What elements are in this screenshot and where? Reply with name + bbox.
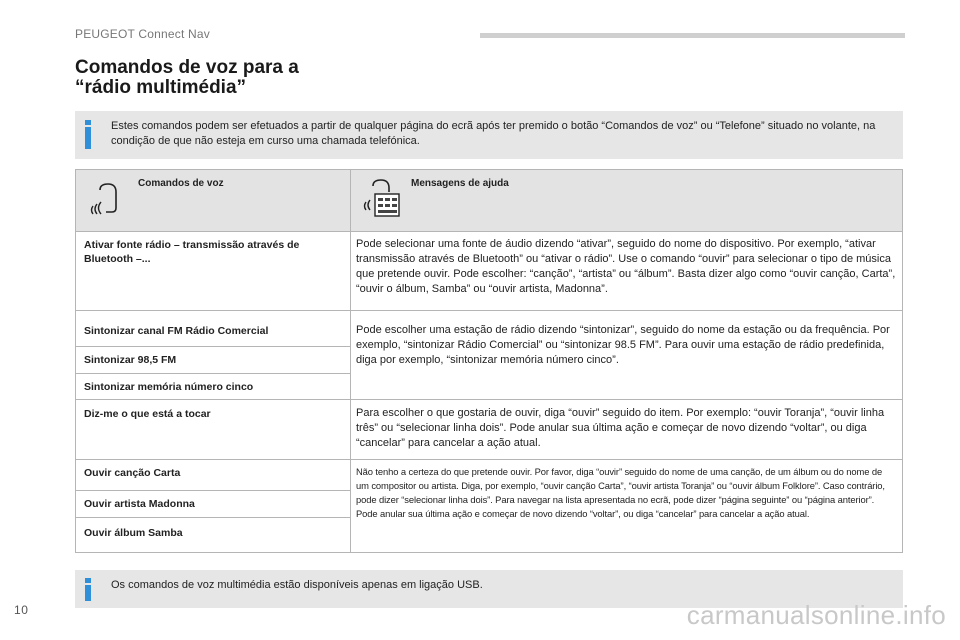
page-title [75,58,299,98]
command-cell: Ativar fonte rádio – transmissão através de Bluetooth –... [84,239,300,265]
help-cell: Pode selecionar uma fonte de áudio dizendo “ativar”, seguido do nome do dispositivo. Por exemplo, “ativar transmissão através de Bluetooth” ou “ativar o rádio”. Use o comando “ouvir” para selecionar o tipo de música que pretende ouvir. Pode escolher: “canção”, “artista” ou “álbum”. Basta dizer algo como “ouvir canção, Carta”, “ouvir o álbum, Samba” ou “ouvir artista, Madonna”. [356,238,896,295]
row-divider [76,517,350,518]
watermark: carmanualsonline.info [686,600,946,630]
header-col-commands [76,170,350,231]
page-title-line-2: “rádio multimédia” [75,77,247,98]
intro-text: Estes comandos podem ser efetuados a partir de qualquer página do ecrã após ter premido o botão “Comandos de voz” ou “Telefone” situado no volante, na condição de que não esteja em curso uma chamada telefónica. [111,120,876,147]
help-cell: Para escolher o que gostaria de ouvir, diga “ouvir” seguido do item. Por exemplo: “ouvir Toranja”, “ouvir linha três” ou “selecionar linha dois”. Pode anular sua última ação e começar de novo dizendo “voltar”, ou diga “cancelar” para cancelar a ação atual. [356,407,885,449]
info-icon [83,578,94,602]
command-cell: Ouvir canção Carta [84,467,181,479]
note-text: Os comandos de voz multimédia estão disponíveis apenas em ligação USB. [111,579,483,591]
voice-commands-table [75,169,903,553]
help-cell: Pode escolher uma estação de rádio dizendo “sintonizar”, seguido do nome da estação ou da frequência. Por exemplo, “sintonizar Rádio Comercial” ou “sintonizar 98.5 FM”. Para ouvir uma estação de rádio predefinida, diga por exemplo, “sintonizar memória número cinco”. [356,324,890,366]
help-cell: Não tenho a certeza do que pretende ouvir. Por favor, diga “ouvir” seguido do nome de uma canção, de um álbum ou do nome de um compositor ou artista. Diga, por exemplo, “ouvir canção Carta”, “ouvir artista Toranja” ou “ouvir álbum Folklore”. Caso contrário, pode dizer “selecionar linha dois”. Para navegar na lista apresentada no ecrã, pode dizer “página seguinte” ou “página anterior”. Pode anular sua última ação e começar de novo dizendo “voltar”, ou diga “cancelar” para cancelar a ação atual. [356,466,885,519]
page-title-line-1: Comandos de voz para a [75,57,299,78]
row-divider [76,459,902,460]
header-label-help: Mensagens de ajuda [411,178,509,189]
running-header: PEUGEOT Connect Nav [75,27,210,41]
info-icon [83,120,94,152]
row-divider [76,490,350,491]
row-divider [76,346,350,347]
command-cell: Sintonizar memória número cinco [84,381,254,393]
table-header [76,170,902,232]
command-cell: Diz-me o que está a tocar [84,408,211,420]
command-cell: Sintonizar canal FM Rádio Comercial [84,325,269,337]
row-divider [76,373,350,374]
header-col-help [351,170,902,231]
header-label-commands: Comandos de voz [138,178,224,189]
voice-command-icon [86,182,126,218]
command-cell: Ouvir artista Madonna [84,498,195,510]
command-cell: Sintonizar 98,5 FM [84,354,177,366]
header-rule [480,33,905,38]
row-divider [76,310,902,311]
intro-info-box [75,111,903,159]
command-cell: Ouvir álbum Samba [84,527,183,539]
page-number: 10 [14,603,29,617]
help-messages-icon [359,178,403,222]
column-divider [350,170,351,552]
row-divider [76,399,902,400]
